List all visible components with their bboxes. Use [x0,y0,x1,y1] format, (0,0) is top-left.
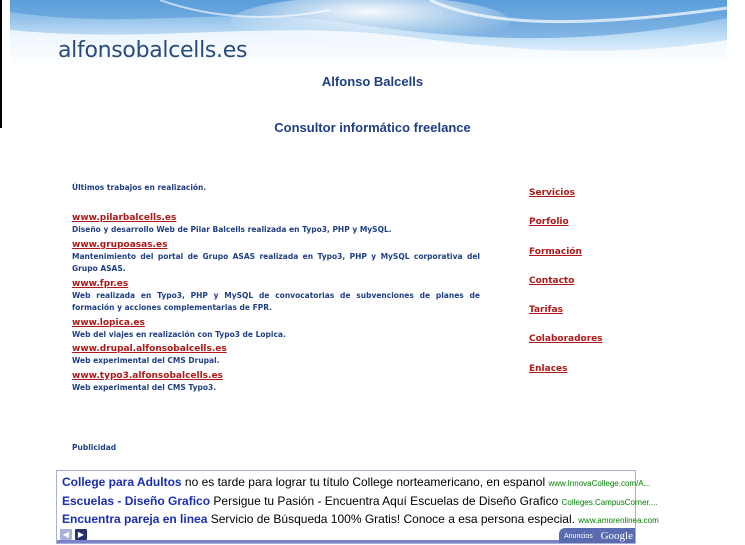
nav-item-servicios[interactable]: Servicios [529,188,575,198]
ad-item[interactable] [62,493,658,511]
ad-text: Persigue tu Pasión - Encuentra Aquí Escuelas de Diseño Grafico [210,494,562,508]
site-name-heading: Alfonso Balcells [321,74,424,89]
site-subtitle: Consultor informático freelance [274,120,471,135]
work-description: Web experimental del CMS Typo3. [72,382,217,392]
nav-item-contacto[interactable]: Contacto [529,275,575,286]
ads-footer [57,529,635,543]
work-item [72,317,480,342]
ad-title[interactable]: Encuentra pareja en linea [62,512,208,526]
side-nav [529,186,669,391]
ads-by-google[interactable] [559,528,635,543]
work-description: Mantenimiento del portal de Grupo ASAS realizada en Typo3, PHP y MySQL corporativa del Grupo ASAS. [72,251,480,273]
work-description: Web del viajes en realización con Typo3 de Lopica. [72,329,286,339]
nav-item-formacion[interactable]: Formación [529,246,582,257]
ad-url[interactable]: www.InnovaCollege.com/A... [548,479,651,488]
ads-footer-strip [57,540,635,543]
ads-by-label: Anuncios [564,533,593,540]
work-item [72,212,480,237]
ad-text: no es tarde para lograr tu título College norteamericano, en espanol [181,475,549,489]
ads-box [56,470,659,544]
work-link[interactable]: www.fpr.es [72,278,129,289]
work-link[interactable]: www.typo3.alfonsobalcells.es [72,370,223,381]
nav-item-enlaces[interactable]: Enlaces [529,363,568,374]
work-link[interactable]: www.lopica.es [72,317,145,328]
work-item [72,278,480,315]
nav-item-tarifas[interactable]: Tarifas [529,305,563,316]
site-logo[interactable]: alfonsobalcells.es [58,38,248,63]
nav-item-porfolio[interactable]: Porfolio [529,217,569,228]
ad-url[interactable]: www.amorenlinea.com [578,516,659,525]
work-link[interactable]: www.grupoasas.es [72,239,168,250]
ad-url[interactable]: Colleges.CampusCorner.... [561,498,658,507]
work-item [72,343,480,368]
arrow-left-icon[interactable]: ◀ [60,529,72,540]
work-link[interactable]: www.pilarbalcells.es [72,213,177,223]
works-section [72,183,480,396]
work-description: Web realizada en Typo3, PHP y MySQL de convocatorias de subvenciones de planes de formación y acciones complementarias de FPR. [72,290,480,312]
ad-item[interactable] [62,511,659,529]
publicidad-label: Publicidad [72,443,117,452]
work-item [72,239,480,276]
work-description: Diseño y desarrollo Web de Pilar Balcells realizada en Typo3, PHP y MySQL. [72,225,392,234]
ad-item[interactable] [62,474,650,492]
ad-title[interactable]: College para Adultos [62,475,182,489]
nav-item-colaboradores[interactable]: Colaboradores [529,334,603,345]
arrow-right-icon[interactable]: ▶ [75,529,87,540]
work-description: Web experimental del CMS Drupal. [72,356,220,365]
work-item [72,370,480,395]
works-intro: Últimos trabajos en realización. [72,183,207,192]
work-link[interactable]: www.drupal.alfonsobalcells.es [72,344,227,354]
left-edge-bar [0,0,2,128]
google-logo: Google [600,530,633,542]
ad-text: Servicio de Búsqueda 100% Gratis! Conoce a esa persona especial. [207,512,579,526]
ad-title[interactable]: Escuelas - Diseño Grafico [62,494,211,508]
